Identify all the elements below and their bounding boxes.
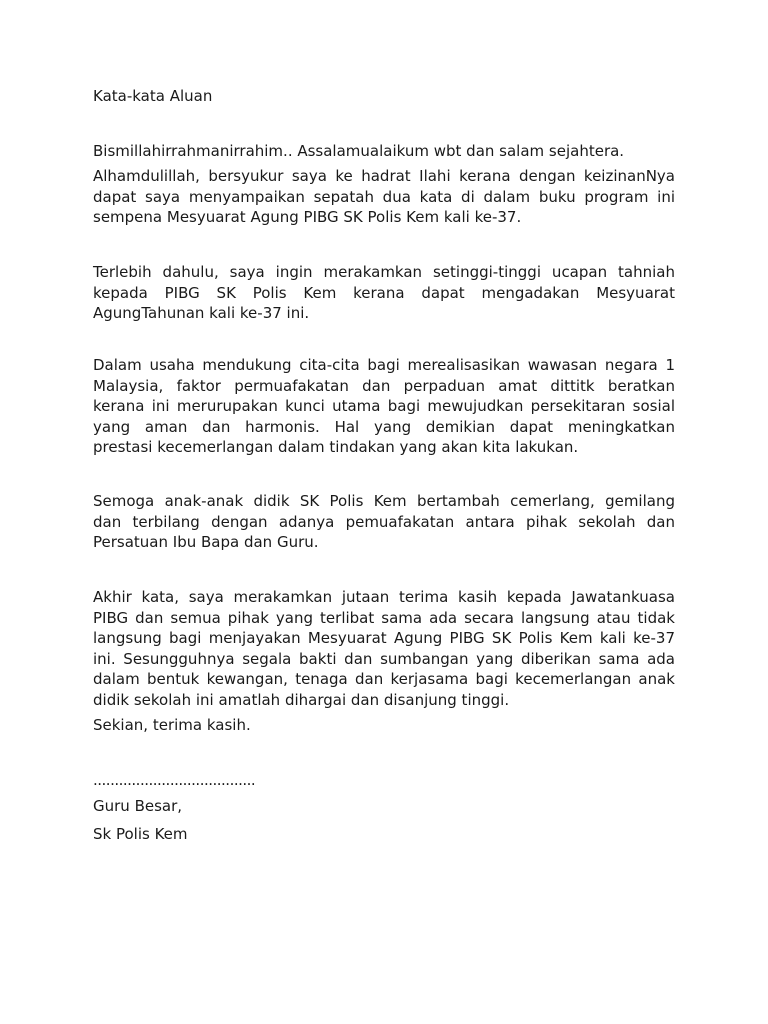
paragraph-line: kepada PIBG SK Polis Kem kerana dapat mengadakan Mesyuarat <box>93 283 675 302</box>
paragraph-line: Semoga anak-anak didik SK Polis Kem bertambah cemerlang, gemilang <box>93 492 675 510</box>
signature-line: ...................................... <box>93 771 256 789</box>
paragraph-line: dan terbilang dengan adanya pemuafakatan antara pihak sekolah dan <box>93 512 675 531</box>
paragraph-opening <box>93 166 675 228</box>
paragraph-line: prestasi kecemerlangan dalam tindakan yang akan kita lakukan. <box>93 438 579 456</box>
paragraph-line: kerana ini merurupakan kunci utama bagi mewujudkan persekitaran sosial <box>93 397 675 415</box>
signatory-organization: Sk Polis Kem <box>93 825 188 843</box>
paragraph-line: Persatuan Ibu Bapa dan Guru. <box>93 533 319 551</box>
paragraph-line: sempena Mesyuarat Agung PIBG SK Polis Kem kali ke-37. <box>93 208 522 226</box>
paragraph-line: didik sekolah ini amatlah dihargai dan disanjung tinggi. <box>93 690 510 709</box>
paragraph-line: Dalam usaha mendukung cita-cita bagi merealisasikan wawasan negara 1 <box>93 356 675 374</box>
closing-line: Sekian, terima kasih. <box>93 716 251 734</box>
document-title: Kata-kata Aluan <box>93 87 213 105</box>
paragraph-vision <box>93 355 675 458</box>
paragraph-wishes <box>93 491 675 553</box>
paragraph-congratulations <box>93 262 675 324</box>
paragraph-thanks <box>93 587 675 710</box>
paragraph-line: Terlebih dahulu, saya ingin merakamkan setinggi-tinggi ucapan tahniah <box>93 263 675 281</box>
paragraph-line: PIBG dan semua pihak yang terlibat sama ada secara langsung atau tidak <box>93 608 675 627</box>
paragraph-line: Malaysia, faktor permuafakatan dan perpaduan amat dittitk beratkan <box>93 376 675 395</box>
paragraph-line: ini. Sesungguhnya segala bakti dan sumbangan yang diberikan sama ada <box>93 649 675 668</box>
signatory-title: Guru Besar, <box>93 797 183 815</box>
paragraph-line: yang aman dan harmonis. Hal yang demikian dapat meningkatkan <box>93 417 675 436</box>
greeting-line: Bismillahirrahmanirrahim.. Assalamualaikum wbt dan salam sejahtera. <box>93 142 625 160</box>
paragraph-line: dapat saya menyampaikan sepatah dua kata di dalam buku program ini <box>93 187 675 206</box>
paragraph-line: AgungTahunan kali ke-37 ini. <box>93 304 310 322</box>
paragraph-line: dalam bentuk kewangan, tenaga dan kerjasama bagi kecemerlangan anak <box>93 670 675 688</box>
paragraph-line: Akhir kata, saya merakamkan jutaan terima kasih kepada Jawatankuasa <box>93 588 675 606</box>
paragraph-line: langsung bagi menjayakan Mesyuarat Agung PIBG SK Polis Kem kali ke-37 <box>93 629 675 647</box>
paragraph-line: Alhamdulillah, bersyukur saya ke hadrat Ilahi kerana dengan keizinanNya <box>93 167 675 185</box>
